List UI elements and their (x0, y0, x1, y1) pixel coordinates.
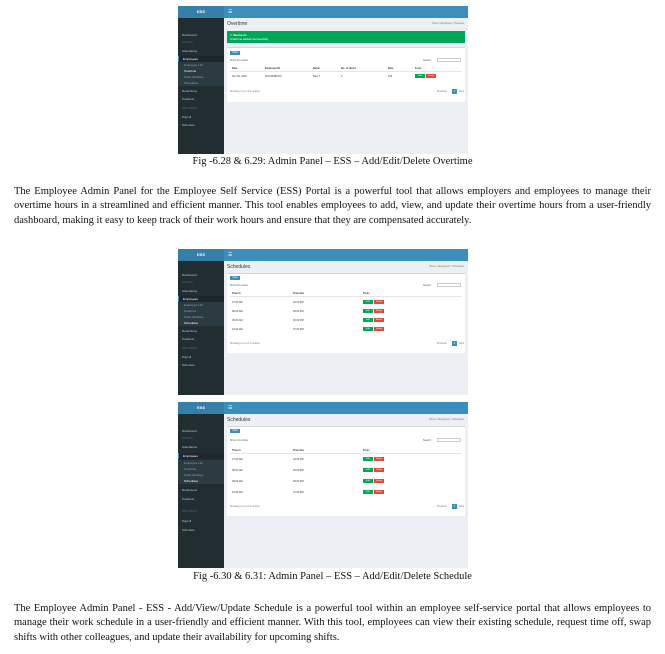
cell-time-in: 10:00 AM (232, 491, 243, 494)
cell-time-in: 08:00 AM (232, 310, 243, 313)
column-header-time-in[interactable]: Time In (232, 449, 241, 452)
cell-time-out: 05:00 PM (293, 469, 304, 472)
entries-select[interactable]: 10 (236, 439, 240, 442)
cell-time-in: 10:00 AM (232, 328, 243, 331)
breadcrumb[interactable]: Home / Employees / Schedules (429, 265, 464, 268)
cell-time-in: 09:00 AM (232, 480, 243, 483)
column-header-time-out[interactable]: Time Out (293, 292, 304, 295)
new-button[interactable]: New (230, 429, 240, 433)
breadcrumb[interactable]: Home / Employee / Overtime (431, 22, 464, 25)
edit-button[interactable]: Edit (363, 309, 373, 313)
delete-button[interactable]: Delete (375, 491, 383, 493)
next-button[interactable]: Next (459, 90, 465, 93)
menu-toggle-icon[interactable]: ☰ (228, 252, 233, 258)
header-divider (230, 71, 462, 72)
new-button[interactable]: New (230, 276, 240, 280)
page-title: Schedules (227, 417, 251, 423)
page-button[interactable]: 1 (453, 342, 456, 345)
showing-info: Showing 1 to 4 of 4 entries (230, 505, 260, 508)
sidebar-item-cash-advance[interactable]: Cash Advance (178, 472, 224, 478)
content-area (224, 261, 468, 395)
sidebar-item-cash-advance[interactable]: Cash Advance (178, 74, 224, 80)
column-header-tools: Tools (363, 292, 370, 295)
sidebar-item-dashboard[interactable]: Dashboard (182, 273, 197, 277)
previous-button[interactable]: Previous (437, 505, 447, 508)
showing-info: Showing 1 to 1 of 1 entries (230, 90, 260, 93)
sidebar-item-schedule[interactable]: Schedule (182, 123, 195, 127)
cell-employee-id: FGI03638157Z (265, 75, 282, 78)
sidebar-item-overtime[interactable]: Overtime (178, 466, 224, 472)
show-entries-label: Show 10 entries (230, 439, 248, 442)
column-header-hours[interactable]: No. of Hours (341, 67, 356, 70)
new-button[interactable]: New (230, 51, 240, 55)
cell-time-out: 06:00 PM (293, 319, 304, 322)
show-entries-label: Show 10 entries (230, 59, 248, 62)
paragraph-2: The Employee Admin Panel - ESS - Add/View/Update Schedule is a powerful tool within an employee self-service portal that allows employees to manage their work schedule in a user-friendly and efficient manner. With this tool, employees can view their existing schedule, request time off, swap shifts with other colleagues, and update their availability for upcoming shifts. (14, 603, 651, 643)
sidebar-item-deductions[interactable]: Deductions (182, 488, 198, 492)
column-header-rate[interactable]: Rate (388, 67, 394, 70)
search-input[interactable] (437, 283, 461, 287)
paragraph-1: The Employee Admin Panel for the Employee Self Service (ESS) Portal is a powerful tool that allows employers and employees to manage their overtime hours in a streamlined and efficient manner. This tool enables employees to add, view, and update their overtime hours from a user-friendly dashboard, making it easy to keep track of their work hours and ensure that they are compensated accurately. (14, 186, 651, 226)
next-button[interactable]: Next (459, 505, 465, 508)
sidebar-item-deductions[interactable]: Deductions (182, 329, 198, 333)
sidebar-item-employee-list[interactable]: Employee List (178, 460, 224, 466)
sidebar-item-employees[interactable]: Employees (178, 453, 224, 459)
edit-button[interactable]: Edit (363, 327, 373, 331)
column-header-employee-id[interactable]: Employee ID (265, 67, 281, 70)
delete-button[interactable]: Delete (375, 469, 383, 471)
cell-date: Nov 30, 2022 (232, 75, 247, 78)
sidebar-item-employee-list[interactable]: Employee List (178, 62, 224, 68)
menu-toggle-icon[interactable]: ☰ (228, 405, 233, 411)
table-box (227, 273, 465, 353)
delete-button[interactable]: Delete (375, 328, 383, 330)
table-box (227, 426, 465, 516)
cell-name: Sam T (313, 75, 321, 78)
edit-button[interactable]: Edit (363, 490, 373, 494)
sidebar-item-overtime[interactable]: Overtime (178, 308, 224, 314)
sidebar (178, 18, 224, 154)
sidebar-item-attendance[interactable]: Attendance (182, 289, 198, 293)
figure-caption-1: Fig -6.28 & 6.29: Admin Panel – ESS – Add/Edit/Delete Overtime (192, 156, 473, 167)
delete-button[interactable]: Delete (375, 458, 383, 460)
edit-button[interactable]: Edit (363, 457, 373, 461)
content-area (224, 18, 468, 154)
previous-button[interactable]: Previous (437, 342, 447, 345)
cell-time-in: 08:00 AM (232, 469, 243, 472)
cell-time-out: 07:00 PM (293, 491, 304, 494)
showing-info: Showing 1 to 4 of 4 entries (230, 342, 260, 345)
column-header-time-in[interactable]: Time In (232, 292, 241, 295)
delete-button[interactable]: Delete (375, 301, 383, 303)
cell-hours: 3 (341, 75, 343, 78)
edit-button[interactable]: Edit (363, 300, 373, 304)
breadcrumb[interactable]: Home / Employees / Schedules (429, 418, 464, 421)
sidebar-header-manage: MANAGE (182, 437, 193, 440)
show-entries-label: Show 10 entries (230, 284, 248, 287)
column-header-tools: Tools (363, 449, 370, 452)
sidebar-item-payroll[interactable]: Payroll (182, 355, 192, 359)
sidebar-item-payroll[interactable]: Payroll (182, 519, 192, 523)
sidebar-item-dashboard[interactable]: Dashboard (182, 33, 197, 37)
search-label: Search: (423, 59, 432, 62)
search-label: Search: (423, 439, 432, 442)
sidebar-item-cash-advance[interactable]: Cash Advance (178, 314, 224, 320)
next-button[interactable]: Next (459, 342, 465, 345)
sidebar-item-positions[interactable]: Positions (182, 97, 195, 101)
sidebar-item-schedules[interactable]: Schedules (178, 478, 224, 484)
sidebar-item-schedules[interactable]: Schedules (178, 80, 224, 86)
sidebar-item-payroll[interactable]: Payroll (182, 115, 192, 119)
page-title: Schedules (227, 264, 251, 270)
column-header-date[interactable]: Date (232, 67, 238, 70)
search-input[interactable] (437, 58, 461, 62)
sidebar-item-schedule[interactable]: Schedule (182, 363, 195, 367)
sidebar-header-manage: MANAGE (182, 41, 193, 44)
schedules-screenshot-2 (178, 402, 468, 568)
check-icon: ✔ (230, 33, 233, 37)
entries-select[interactable]: 10 (236, 59, 240, 62)
sidebar-item-employee-list[interactable]: Employee List (178, 302, 224, 308)
figure-caption-2: Fig -6.30 & 6.31: Admin Panel – ESS – Add/Edit/Delete Schedule (193, 571, 472, 582)
brand-logo[interactable]: ESS (178, 6, 224, 18)
sidebar (178, 261, 224, 395)
page-title: Overtime (227, 21, 248, 27)
page-button[interactable]: 1 (453, 90, 456, 93)
edit-button[interactable]: Edit (363, 318, 373, 322)
cell-time-out: 06:00 PM (293, 480, 304, 483)
entries-select[interactable]: 10 (236, 284, 240, 287)
header-divider (230, 296, 462, 297)
sidebar-item-employees[interactable]: Employees (178, 296, 224, 302)
cell-time-in: 09:00 AM (232, 319, 243, 322)
delete-button[interactable]: Delete (427, 75, 435, 77)
schedules-screenshot-1 (178, 249, 468, 395)
content-area (224, 414, 468, 568)
search-label: Search: (423, 284, 432, 287)
cell-time-out: 04:00 PM (293, 458, 304, 461)
sidebar-item-positions[interactable]: Positions (182, 337, 195, 341)
edit-button[interactable]: Edit (415, 74, 425, 78)
column-header-name[interactable]: Name (313, 67, 320, 70)
sidebar-header-manage: MANAGE (182, 281, 193, 284)
delete-button[interactable]: Delete (375, 310, 383, 312)
search-input[interactable] (437, 438, 461, 442)
brand-logo[interactable]: ESS (178, 249, 224, 261)
sidebar-item-dashboard[interactable]: Dashboard (182, 429, 197, 433)
delete-button[interactable]: Delete (375, 319, 383, 321)
alert-title: Success! (233, 33, 247, 37)
sidebar-item-employees[interactable]: Employees (178, 56, 224, 62)
sidebar-item-overtime[interactable]: Overtime (178, 68, 224, 74)
page-button[interactable]: 1 (453, 505, 456, 508)
sidebar-item-schedules[interactable]: Schedules (178, 320, 224, 326)
overtime-screenshot (178, 6, 468, 154)
sidebar-header-printables: PRINTABLES (182, 347, 198, 350)
sidebar-item-schedule[interactable]: Schedule (182, 528, 195, 532)
sidebar-header-printables: PRINTABLES (182, 510, 198, 513)
delete-button[interactable]: Delete (375, 480, 383, 482)
sidebar-item-attendance[interactable]: Attendance (182, 49, 198, 53)
brand-logo[interactable]: ESS (178, 402, 224, 414)
sidebar-header-printables: PRINTABLES (182, 107, 198, 110)
cell-time-in: 07:00 AM (232, 458, 243, 461)
cell-time-out: 05:00 PM (293, 310, 304, 313)
menu-toggle-icon[interactable]: ☰ (228, 9, 233, 15)
column-header-tools: Tools (415, 67, 422, 70)
table-box (227, 47, 465, 102)
edit-button[interactable]: Edit (363, 468, 373, 472)
sidebar-item-deductions[interactable]: Deductions (182, 89, 198, 93)
cell-time-out: 07:00 PM (293, 328, 304, 331)
cell-time-in: 07:00 AM (232, 301, 243, 304)
success-alert (227, 31, 465, 43)
cell-time-out: 04:00 PM (293, 301, 304, 304)
cell-rate: 100 (388, 75, 393, 78)
sidebar-item-positions[interactable]: Positions (182, 497, 195, 501)
edit-button[interactable]: Edit (363, 479, 373, 483)
sidebar-item-attendance[interactable]: Attendance (182, 445, 198, 449)
alert-message: Overtime added successfully (230, 37, 269, 41)
column-header-time-out[interactable]: Time Out (293, 449, 304, 452)
header-divider (230, 453, 462, 454)
sidebar (178, 414, 224, 568)
previous-button[interactable]: Previous (437, 90, 447, 93)
